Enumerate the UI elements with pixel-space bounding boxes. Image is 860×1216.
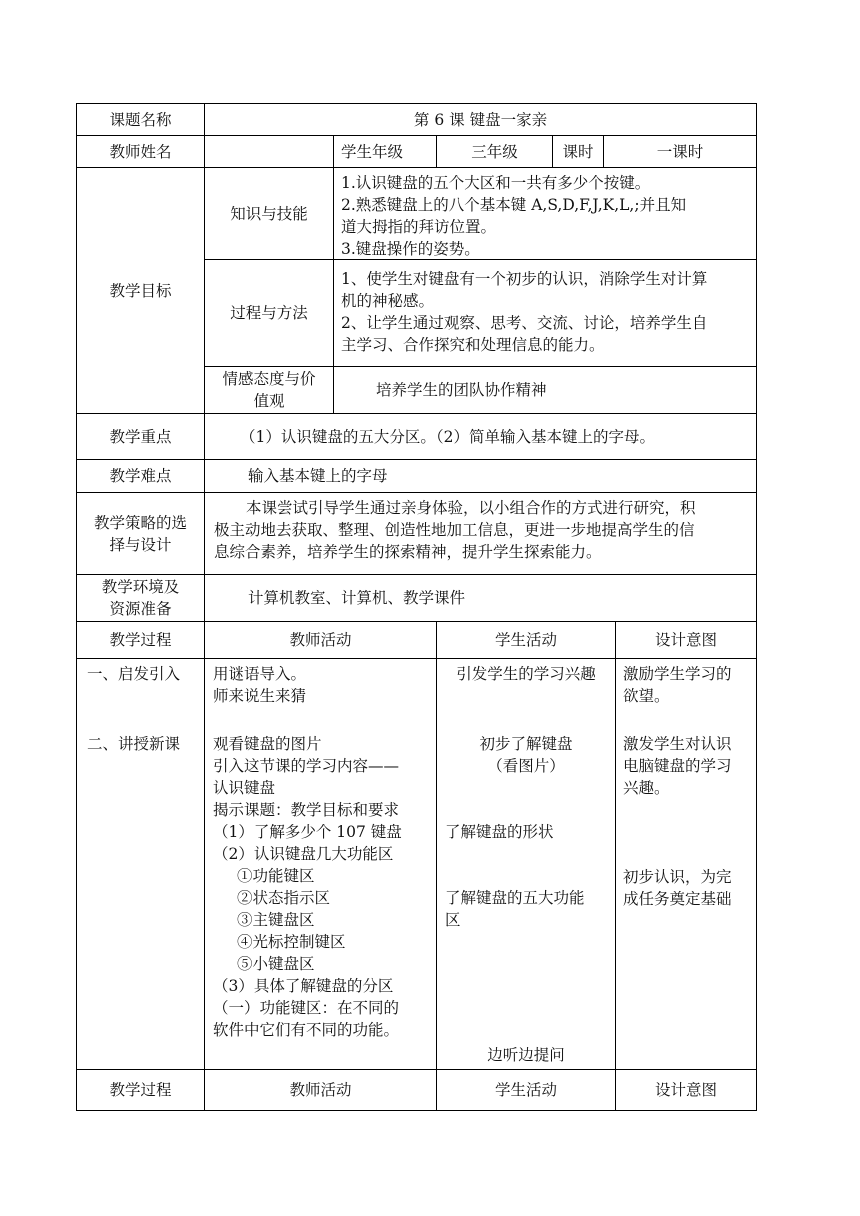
teacher-activity-line: 引入这节课的学习内容—— bbox=[213, 757, 400, 775]
strategy-line: 极主动地去获取、整理、创造性地加工信息，更进一步地提高学生的信 bbox=[214, 521, 695, 539]
student-activity-5: 边听边提问 bbox=[487, 1046, 565, 1064]
emotion-label-line: 值观 bbox=[253, 392, 285, 410]
topic-label: 课题名称 bbox=[109, 110, 172, 129]
design-intent-line: 成任务奠定基础 bbox=[623, 890, 732, 908]
knowledge-content bbox=[341, 172, 753, 258]
period-value: 一课时 bbox=[656, 142, 704, 161]
student-activity-4 bbox=[445, 887, 613, 931]
process-method-line: 机的神秘感。 bbox=[341, 292, 435, 310]
teacher-activity-line: ④光标控制键区 bbox=[237, 933, 346, 951]
footer-header-intent: 设计意图 bbox=[654, 1081, 717, 1099]
teacher-name-label: 教师姓名 bbox=[109, 142, 172, 161]
table-border bbox=[76, 658, 757, 659]
emotion-label bbox=[205, 367, 333, 413]
student-activity-line: 区 bbox=[445, 911, 461, 929]
teacher-activity-line: 揭示课题：教学目标和要求 bbox=[213, 801, 400, 819]
process-header-teacher: 教师活动 bbox=[289, 631, 352, 649]
teacher-activity-line: （2）认识键盘几大功能区 bbox=[213, 845, 394, 863]
emotion-label-line: 情感态度与价 bbox=[222, 370, 316, 388]
grade-value: 三年级 bbox=[471, 142, 518, 161]
footer-header-student: 学生活动 bbox=[494, 1081, 557, 1099]
teacher-activity-line: 用谜语导入。 bbox=[213, 665, 307, 683]
environment-label-line: 教学环境及 bbox=[101, 578, 180, 596]
strategy-content bbox=[214, 497, 754, 573]
student-activity-line: 初步了解键盘 bbox=[479, 735, 573, 753]
teacher-activity-line: 认识键盘 bbox=[213, 779, 276, 797]
teacher-activity-intro bbox=[213, 663, 435, 707]
strategy-label bbox=[77, 493, 204, 574]
design-intent-1 bbox=[623, 663, 755, 707]
design-intent-3 bbox=[623, 866, 755, 910]
strategy-label-line: 择与设计 bbox=[109, 535, 172, 554]
environment-label-line: 资源准备 bbox=[109, 600, 172, 618]
design-intent-line: 初步认识，为完 bbox=[623, 868, 732, 886]
student-activity-2 bbox=[437, 733, 615, 777]
topic-value: 第 6 课 键盘一家亲 bbox=[413, 110, 548, 129]
design-intent-line: 欲望。 bbox=[623, 687, 670, 705]
table-border bbox=[333, 135, 334, 413]
teacher-activity-new bbox=[213, 733, 435, 1043]
environment-label bbox=[77, 575, 204, 621]
grade-label: 学生年级 bbox=[341, 142, 404, 161]
strategy-line: 本课尝试引导学生通过亲身体验，以小组合作的方式进行研究，积 bbox=[246, 499, 696, 517]
emotion-value: 培养学生的团队协作精神 bbox=[376, 381, 547, 399]
key-points-value: （1）认识键盘的五大分区。（2）简单输入基本键上的字母。 bbox=[240, 427, 655, 446]
strategy-line: 息综合素养，培养学生的探索精神，提升学生探索能力。 bbox=[214, 543, 602, 561]
process-method-content bbox=[341, 268, 753, 364]
teacher-activity-line: ③主键盘区 bbox=[237, 911, 315, 929]
design-intent-2 bbox=[623, 733, 755, 799]
stage-new-lesson: 二、讲授新课 bbox=[87, 735, 181, 753]
design-intent-line: 兴趣。 bbox=[623, 779, 670, 797]
teacher-activity-line: ②状态指示区 bbox=[237, 889, 331, 907]
process-header-student: 学生活动 bbox=[494, 631, 557, 649]
teacher-name-value bbox=[205, 136, 333, 167]
footer-header-teacher: 教师活动 bbox=[289, 1081, 352, 1099]
process-method-line: 1、使学生对键盘有一个初步的认识，消除学生对计算 bbox=[341, 270, 708, 288]
teacher-activity-line: 观看键盘的图片 bbox=[213, 735, 322, 753]
knowledge-line: 道大拇指的拜访位置。 bbox=[341, 218, 497, 236]
process-header-intent: 设计意图 bbox=[654, 631, 717, 649]
table-border bbox=[756, 103, 757, 1111]
student-activity-1: 引发学生的学习兴趣 bbox=[456, 665, 596, 683]
design-intent-line: 激发学生对认识 bbox=[623, 735, 732, 753]
design-intent-line: 电脑键盘的学习 bbox=[623, 757, 732, 775]
teacher-activity-line: ⑤小键盘区 bbox=[237, 955, 315, 973]
process-method-line: 主学习、合作探究和处理信息的能力。 bbox=[341, 336, 605, 354]
difficulties-label: 教学难点 bbox=[109, 467, 172, 485]
period-label: 课时 bbox=[562, 142, 594, 161]
knowledge-line: 2.熟悉键盘上的八个基本键 A,S,D,F,J,K,L,;并且知 bbox=[341, 196, 687, 214]
design-intent-line: 激励学生学习的 bbox=[623, 665, 732, 683]
key-points-label: 教学重点 bbox=[109, 427, 172, 446]
teacher-activity-line: （3）具体了解键盘的分区 bbox=[213, 977, 394, 995]
knowledge-label: 知识与技能 bbox=[230, 204, 308, 223]
teacher-activity-line: 软件中它们有不同的功能。 bbox=[213, 1021, 400, 1039]
process-method-label: 过程与方法 bbox=[230, 304, 308, 322]
process-method-line: 2、让学生通过观察、思考、交流、讨论，培养学生自 bbox=[341, 314, 708, 332]
student-activity-3: 了解键盘的形状 bbox=[445, 823, 554, 841]
knowledge-line: 1.认识键盘的五个大区和一共有多少个按键。 bbox=[341, 174, 651, 192]
teacher-activity-line: （一）功能键区：在不同的 bbox=[213, 999, 400, 1017]
objectives-label: 教学目标 bbox=[109, 281, 172, 300]
process-header-stage: 教学过程 bbox=[109, 631, 172, 649]
environment-value: 计算机教室、计算机、教学课件 bbox=[248, 589, 466, 607]
student-activity-line: 了解键盘的五大功能 bbox=[445, 889, 585, 907]
teacher-activity-line: 师来说生来猜 bbox=[213, 687, 307, 705]
footer-header-stage: 教学过程 bbox=[109, 1081, 172, 1099]
strategy-label-line: 教学策略的选 bbox=[93, 513, 187, 532]
table-border bbox=[615, 621, 616, 1111]
student-activity-line: （看图片） bbox=[487, 757, 565, 775]
knowledge-line: 3.键盘操作的姿势。 bbox=[341, 240, 480, 258]
teacher-activity-line: ①功能键区 bbox=[237, 867, 315, 885]
table-border bbox=[76, 1110, 757, 1111]
difficulties-value: 输入基本键上的字母 bbox=[248, 467, 388, 485]
stage-intro: 一、启发引入 bbox=[87, 665, 181, 683]
table-border bbox=[436, 621, 437, 1111]
teacher-activity-line: （1）了解多少个 107 键盘 bbox=[213, 823, 402, 841]
